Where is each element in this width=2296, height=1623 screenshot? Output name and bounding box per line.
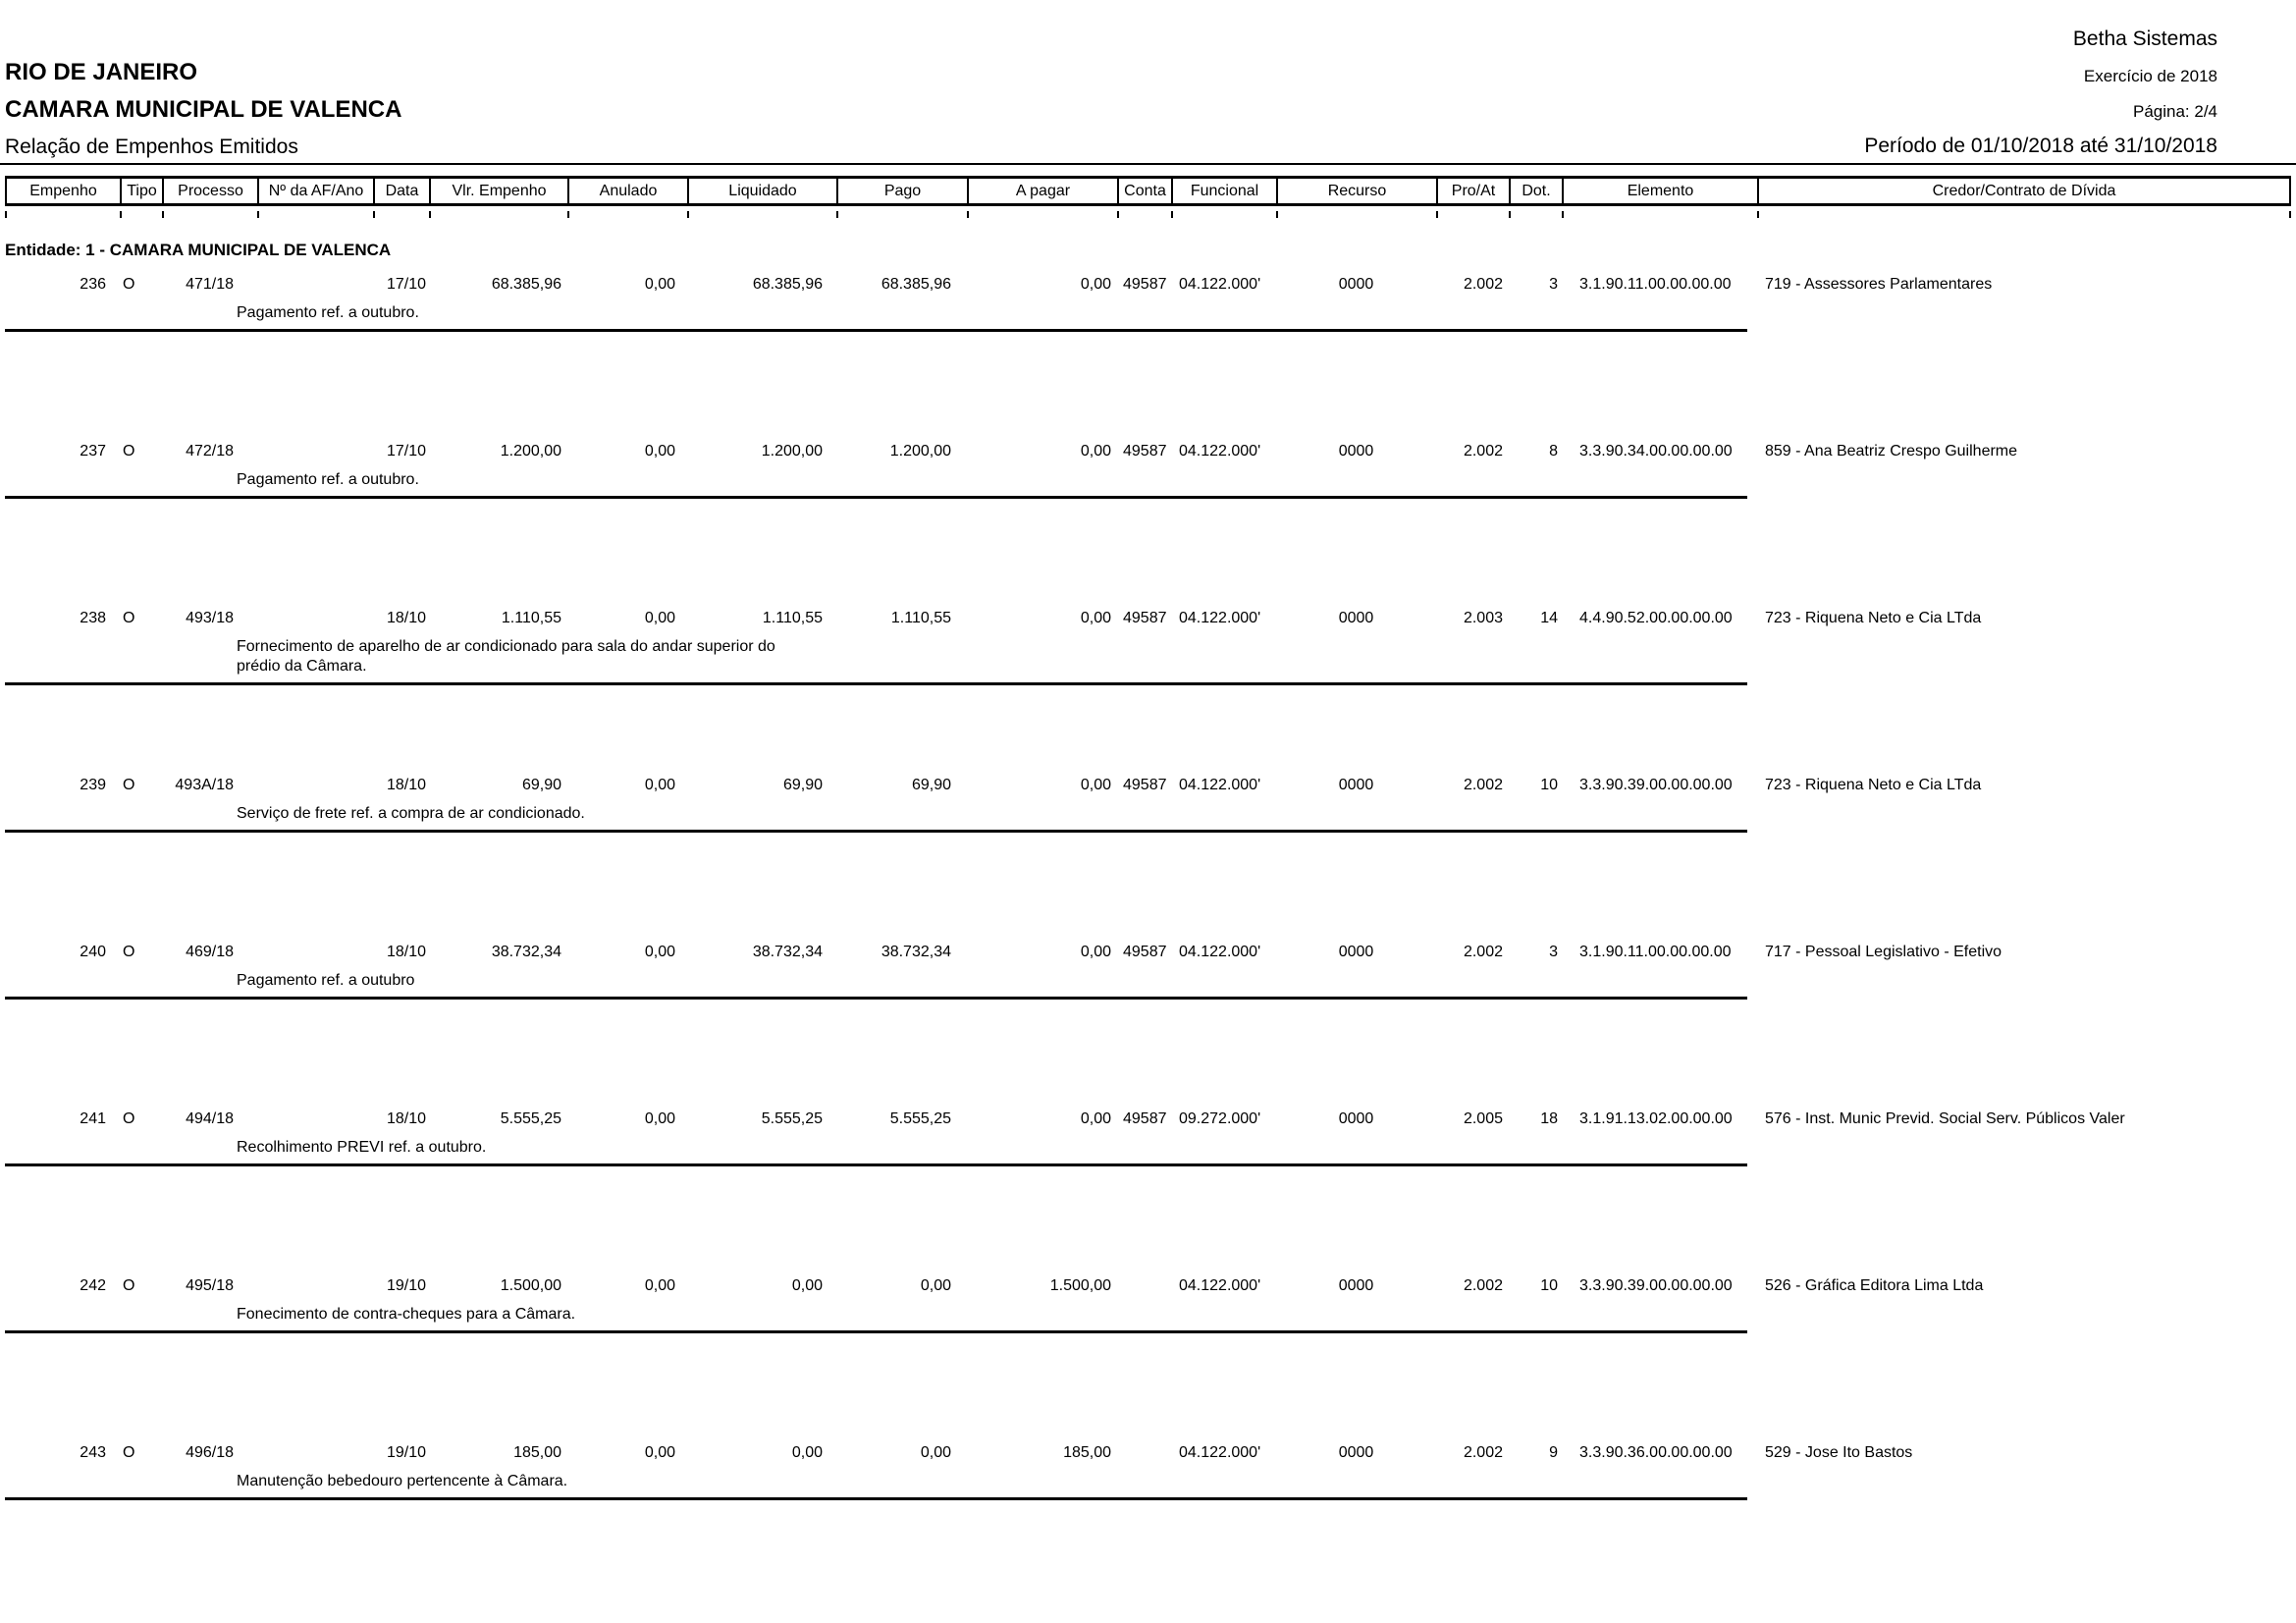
- cell-liquidado: 68.385,96: [752, 276, 823, 293]
- column-header-pago: Pago: [838, 179, 969, 203]
- cell-data: 17/10: [386, 276, 426, 293]
- cell-funcional: 04.122.000': [1179, 443, 1261, 460]
- cell-pro-at: 2.002: [1463, 1277, 1503, 1294]
- cell-tipo: O: [123, 944, 135, 960]
- cell-data: 19/10: [386, 1444, 426, 1461]
- cell-processo: 469/18: [186, 944, 234, 960]
- cell-anulado: 0,00: [644, 1444, 675, 1461]
- cell-empenho: 241: [80, 1110, 106, 1127]
- cell-pago: 68.385,96: [881, 276, 951, 293]
- cell-dot: 18: [1540, 1110, 1558, 1127]
- row-separator: [5, 682, 1747, 685]
- cell-liquidado: 5.555,25: [761, 1110, 823, 1127]
- cell-vlr-empenho: 1.110,55: [501, 610, 561, 626]
- column-header-dot: Dot.: [1511, 179, 1564, 203]
- row-values: [5, 1434, 2296, 1463]
- cell-elemento: 4.4.90.52.00.00.00.00: [1579, 610, 1733, 626]
- cell-empenho: 238: [80, 610, 106, 626]
- cell-vlr-empenho: 5.555,25: [500, 1110, 561, 1127]
- cell-af-ano: [257, 1276, 373, 1296]
- cell-empenho: 242: [80, 1277, 106, 1294]
- row-separator: [5, 830, 1747, 833]
- entity-line: Entidade: 1 - CAMARA MUNICIPAL DE VALENCA: [5, 241, 392, 259]
- cell-a-pagar: 1.500,00: [1049, 1277, 1111, 1294]
- cell-recurso: 0000: [1338, 944, 1374, 960]
- column-header-tipo: Tipo: [122, 179, 164, 203]
- cell-liquidado: 38.732,34: [752, 944, 823, 960]
- cell-conta: 49587: [1123, 944, 1167, 960]
- cell-pago: 0,00: [920, 1444, 951, 1461]
- column-header-anulado: Anulado: [569, 179, 689, 203]
- row-description: Pagamento ref. a outubro.: [237, 471, 419, 488]
- cell-tipo: O: [123, 443, 135, 460]
- cell-credor: 859 - Ana Beatriz Crespo Guilherme: [1765, 443, 2018, 460]
- table-row: [0, 766, 2296, 833]
- cell-dot: 9: [1549, 1444, 1558, 1461]
- row-description: Pagamento ref. a outubro.: [237, 304, 419, 321]
- column-tick-marks: [5, 211, 2291, 218]
- cell-data: 18/10: [386, 944, 426, 960]
- cell-credor: 576 - Inst. Munic Previd. Social Serv. Públicos Valer: [1765, 1110, 2125, 1127]
- cell-pago: 0,00: [920, 1277, 951, 1294]
- cell-tipo: O: [123, 610, 135, 626]
- cell-empenho: 243: [80, 1444, 106, 1461]
- cell-tipo: O: [123, 1277, 135, 1294]
- cell-processo: 471/18: [186, 276, 234, 293]
- header-divider-rule: [0, 163, 2296, 165]
- cell-tipo: O: [123, 1110, 135, 1127]
- cell-credor: 717 - Pessoal Legislativo - Efetivo: [1765, 944, 2002, 960]
- cell-liquidado: 69,90: [782, 777, 823, 793]
- row-values: [5, 933, 2296, 962]
- cell-vlr-empenho: 38.732,34: [491, 944, 561, 960]
- cell-a-pagar: 0,00: [1080, 443, 1111, 460]
- cell-dot: 10: [1540, 1277, 1558, 1294]
- cell-af-ano: [257, 943, 373, 962]
- cell-elemento: 3.3.90.39.00.00.00.00: [1579, 1277, 1733, 1294]
- cell-af-ano: [257, 275, 373, 295]
- column-header-elemento: Elemento: [1564, 179, 1759, 203]
- cell-empenho: 240: [80, 944, 106, 960]
- column-header-af-ano: Nº da AF/Ano: [259, 179, 375, 203]
- cell-liquidado: 0,00: [791, 1444, 823, 1461]
- cell-pro-at: 2.002: [1463, 1444, 1503, 1461]
- cell-funcional: 04.122.000': [1179, 1277, 1261, 1294]
- row-separator: [5, 1163, 1747, 1166]
- period-label: Período de 01/10/2018 até 31/10/2018: [1864, 135, 2217, 157]
- row-values: [5, 1100, 2296, 1129]
- cell-pago: 1.110,55: [890, 610, 951, 626]
- cell-dot: 3: [1549, 944, 1558, 960]
- table-row: [0, 1267, 2296, 1333]
- cell-credor: 723 - Riquena Neto e Cia LTda: [1765, 777, 1982, 793]
- cell-tipo: O: [123, 1444, 135, 1461]
- cell-empenho: 236: [80, 276, 106, 293]
- cell-funcional: 04.122.000': [1179, 944, 1261, 960]
- cell-processo: 493A/18: [175, 777, 234, 793]
- row-description: Pagamento ref. a outubro: [237, 972, 415, 989]
- cell-credor: 529 - Jose Ito Bastos: [1765, 1444, 1913, 1461]
- cell-elemento: 3.1.90.11.00.00.00.00: [1579, 276, 1732, 293]
- row-values: [5, 265, 2296, 295]
- cell-recurso: 0000: [1338, 1444, 1374, 1461]
- column-header-recurso: Recurso: [1278, 179, 1438, 203]
- column-header-data: Data: [375, 179, 431, 203]
- cell-a-pagar: 185,00: [1063, 1444, 1111, 1461]
- cell-vlr-empenho: 1.200,00: [500, 443, 561, 460]
- cell-pago: 38.732,34: [881, 944, 951, 960]
- cell-processo: 494/18: [186, 1110, 234, 1127]
- row-separator: [5, 1330, 1747, 1333]
- cell-conta: [1117, 1443, 1171, 1463]
- cell-pro-at: 2.002: [1463, 276, 1503, 293]
- column-header-vlr-empenho: Vlr. Empenho: [431, 179, 569, 203]
- cell-a-pagar: 0,00: [1080, 944, 1111, 960]
- table-header: [5, 176, 2291, 206]
- cell-processo: 472/18: [186, 443, 234, 460]
- cell-data: 18/10: [386, 777, 426, 793]
- cell-conta: 49587: [1123, 777, 1167, 793]
- cell-dot: 14: [1540, 610, 1558, 626]
- cell-elemento: 3.1.90.11.00.00.00.00: [1579, 944, 1732, 960]
- cell-pro-at: 2.002: [1463, 443, 1503, 460]
- cell-processo: 495/18: [186, 1277, 234, 1294]
- cell-liquidado: 1.200,00: [761, 443, 823, 460]
- cell-elemento: 3.1.91.13.02.00.00.00: [1579, 1110, 1733, 1127]
- table-row: [0, 933, 2296, 1000]
- cell-empenho: 237: [80, 443, 106, 460]
- table-row: [0, 1100, 2296, 1166]
- cell-elemento: 3.3.90.36.00.00.00.00: [1579, 1444, 1733, 1461]
- cell-pago: 69,90: [911, 777, 951, 793]
- table-row: [0, 599, 2296, 685]
- cell-recurso: 0000: [1338, 1110, 1374, 1127]
- cell-vlr-empenho: 68.385,96: [491, 276, 561, 293]
- row-description: Fonecimento de contra-cheques para a Câmara.: [237, 1306, 576, 1323]
- cell-dot: 8: [1549, 443, 1558, 460]
- cell-af-ano: [257, 1443, 373, 1463]
- cell-liquidado: 1.110,55: [762, 610, 823, 626]
- cell-af-ano: [257, 442, 373, 461]
- cell-tipo: O: [123, 777, 135, 793]
- cell-empenho: 239: [80, 777, 106, 793]
- row-separator: [5, 1497, 1747, 1500]
- cell-anulado: 0,00: [644, 944, 675, 960]
- column-header-conta: Conta: [1119, 179, 1173, 203]
- column-header-a-pagar: A pagar: [969, 179, 1119, 203]
- row-values: [5, 599, 2296, 628]
- cell-conta: 49587: [1123, 443, 1167, 460]
- cell-tipo: O: [123, 276, 135, 293]
- cell-credor: 526 - Gráfica Editora Lima Ltda: [1765, 1277, 1984, 1294]
- cell-pago: 5.555,25: [889, 1110, 951, 1127]
- cell-dot: 10: [1540, 777, 1558, 793]
- cell-vlr-empenho: 1.500,00: [500, 1277, 561, 1294]
- column-header-credor: Credor/Contrato de Dívida: [1759, 179, 2291, 203]
- cell-funcional: 04.122.000': [1179, 610, 1261, 626]
- cell-processo: 493/18: [186, 610, 234, 626]
- exercise-label: Exercício de 2018: [2083, 67, 2217, 85]
- cell-anulado: 0,00: [644, 610, 675, 626]
- cell-data: 19/10: [386, 1277, 426, 1294]
- cell-recurso: 0000: [1338, 610, 1374, 626]
- row-values: [5, 1267, 2296, 1296]
- cell-funcional: 04.122.000': [1179, 1444, 1261, 1461]
- cell-pro-at: 2.005: [1463, 1110, 1503, 1127]
- cell-af-ano: [257, 776, 373, 795]
- table-row: [0, 432, 2296, 499]
- state-name: RIO DE JANEIRO: [5, 59, 198, 85]
- cell-recurso: 0000: [1338, 276, 1374, 293]
- cell-anulado: 0,00: [644, 276, 675, 293]
- cell-conta: 49587: [1123, 610, 1167, 626]
- report-title: Relação de Empenhos Emitidos: [5, 135, 298, 158]
- cell-anulado: 0,00: [644, 1277, 675, 1294]
- cell-credor: 723 - Riquena Neto e Cia LTda: [1765, 610, 1982, 626]
- cell-af-ano: [257, 1109, 373, 1129]
- cell-conta: 49587: [1123, 1110, 1167, 1127]
- cell-af-ano: [257, 609, 373, 628]
- cell-data: 18/10: [386, 1110, 426, 1127]
- vendor-name: Betha Sistemas: [2072, 27, 2217, 50]
- row-description: Manutenção bebedouro pertencente à Câmara.: [237, 1473, 568, 1489]
- table-row: [0, 265, 2296, 332]
- column-header-liquidado: Liquidado: [689, 179, 838, 203]
- row-description: Serviço de frete ref. a compra de ar condicionado.: [237, 805, 585, 822]
- cell-anulado: 0,00: [644, 777, 675, 793]
- cell-recurso: 0000: [1338, 443, 1374, 460]
- cell-elemento: 3.3.90.39.00.00.00.00: [1579, 777, 1733, 793]
- cell-funcional: 09.272.000': [1179, 1110, 1261, 1127]
- cell-data: 17/10: [386, 443, 426, 460]
- cell-a-pagar: 0,00: [1080, 777, 1111, 793]
- cell-a-pagar: 0,00: [1080, 610, 1111, 626]
- table-row: [0, 1434, 2296, 1500]
- column-header-pro-at: Pro/At: [1438, 179, 1511, 203]
- cell-a-pagar: 0,00: [1080, 1110, 1111, 1127]
- row-values: [5, 766, 2296, 795]
- column-header-processo: Processo: [164, 179, 259, 203]
- cell-funcional: 04.122.000': [1179, 276, 1261, 293]
- cell-a-pagar: 0,00: [1080, 276, 1111, 293]
- cell-pro-at: 2.002: [1463, 944, 1503, 960]
- cell-dot: 3: [1549, 276, 1558, 293]
- column-header-empenho: Empenho: [7, 179, 122, 203]
- page-number: Página: 2/4: [2132, 102, 2217, 121]
- cell-conta: [1117, 1276, 1171, 1296]
- cell-recurso: 0000: [1338, 1277, 1374, 1294]
- cell-pro-at: 2.002: [1463, 777, 1503, 793]
- row-separator: [5, 496, 1747, 499]
- cell-anulado: 0,00: [644, 443, 675, 460]
- cell-funcional: 04.122.000': [1179, 777, 1261, 793]
- cell-elemento: 3.3.90.34.00.00.00.00: [1579, 443, 1733, 460]
- cell-anulado: 0,00: [644, 1110, 675, 1127]
- cell-data: 18/10: [386, 610, 426, 626]
- row-description: Recolhimento PREVI ref. a outubro.: [237, 1139, 487, 1156]
- row-description: Fornecimento de aparelho de ar condicionado para sala do andar superior do prédio da Câmara.: [237, 638, 775, 675]
- cell-conta: 49587: [1123, 276, 1167, 293]
- cell-pago: 1.200,00: [889, 443, 951, 460]
- row-separator: [5, 997, 1747, 1000]
- entity-name: CAMARA MUNICIPAL DE VALENCA: [5, 96, 402, 123]
- cell-processo: 496/18: [186, 1444, 234, 1461]
- cell-liquidado: 0,00: [791, 1277, 823, 1294]
- row-values: [5, 432, 2296, 461]
- row-separator: [5, 329, 1747, 332]
- cell-credor: 719 - Assessores Parlamentares: [1765, 276, 1993, 293]
- cell-recurso: 0000: [1338, 777, 1374, 793]
- column-header-funcional: Funcional: [1173, 179, 1278, 203]
- cell-vlr-empenho: 185,00: [513, 1444, 561, 1461]
- cell-vlr-empenho: 69,90: [521, 777, 561, 793]
- cell-pro-at: 2.003: [1463, 610, 1503, 626]
